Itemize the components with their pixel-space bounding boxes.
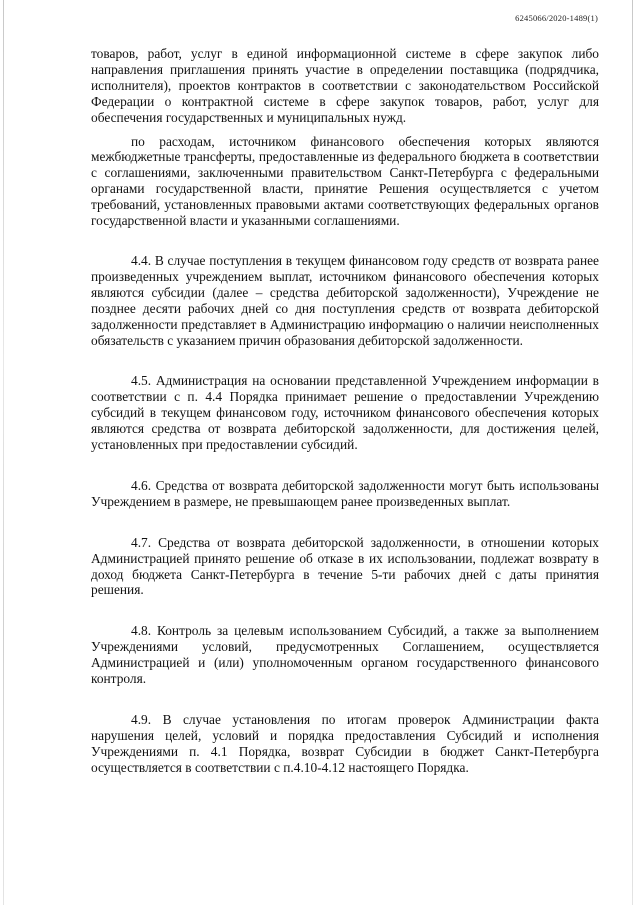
paragraph-4-4: 4.4. В случае поступления в текущем финансовом году средств от возврата ранее произведенных учреждением выплат, источником финансового обеспечения которых являются субсидии (далее – средства дебиторской задолженности), Учреждение не позднее десяти рабочих дней со дня поступления средств от возврата дебиторской задолженности представляет в Администрацию информацию о наличии неисполненных обязательств с указанием причин образования дебиторской задолженности. bbox=[91, 252, 599, 348]
paragraph-4-6: 4.6. Средства от возврата дебиторской задолженности могут быть использованы Учреждением в размере, не превышающем ранее произведенных выплат. bbox=[91, 477, 599, 509]
paragraph-transfers: по расходам, источником финансового обеспечения которых являются межбюджетные трансферты, предоставленные из федерального бюджета в соответствии с соглашениями, заключенными правительством Санкт-Петербурга с федеральными органами государственной власти, принятие Решения осуществляется с учетом требований, установленных правовыми актами соответствующих федеральных органов государственной власти и указанными соглашениями. bbox=[91, 133, 599, 229]
scan-edge-left bbox=[3, 0, 4, 905]
scan-edge-right bbox=[632, 0, 633, 905]
paragraph-4-7: 4.7. Средства от возврата дебиторской задолженности, в отношении которых Администрацией принято решение об отказе в их использовании, подлежат возврату в доход бюджета Санкт-Петербурга в течение 5-ти рабочих дней с даты принятия решения. bbox=[91, 534, 599, 598]
paragraph-continuation: товаров, работ, услуг в единой информационной системе в сфере закупок либо направления приглашения принять участие в определении поставщика (подрядчика, исполнителя), проектов контрактов в соответствии с законодательством Российской Федерации о контрактной системе в сфере закупок товаров, работ, услуг для обеспечения государственных и муниципальных нужд. bbox=[91, 46, 599, 125]
paragraph-4-8: 4.8. Контроль за целевым использованием Субсидий, а также за выполнением Учреждениями условий, предусмотренных Соглашением, осуществляется Администрацией и (или) уполномоченным органом государственного финансового контроля. bbox=[91, 623, 599, 687]
paragraph-4-5: 4.5. Администрация на основании представленной Учреждением информации в соответствии с п. 4.4 Порядка принимает решение о предоставлении Учреждению субсидий в текущем финансовом году, источником финансового обеспечения которых являются средства от возврата дебиторской задолженности, для достижения целей, установленных при предоставлении субсидий. bbox=[91, 373, 599, 453]
document-body bbox=[91, 46, 599, 776]
paragraph-4-9: 4.9. В случае установления по итогам проверок Администрации факта нарушения целей, условий и порядка предоставления Субсидий и исполнения Учреждениями п. 4.1 Порядка, возврат Субсидии в бюджет Санкт-Петербурга осуществляется в соответствии с п.4.10-4.12 настоящего Порядка. bbox=[91, 712, 599, 775]
document-id: 6245066/2020-1489(1) bbox=[515, 13, 598, 23]
